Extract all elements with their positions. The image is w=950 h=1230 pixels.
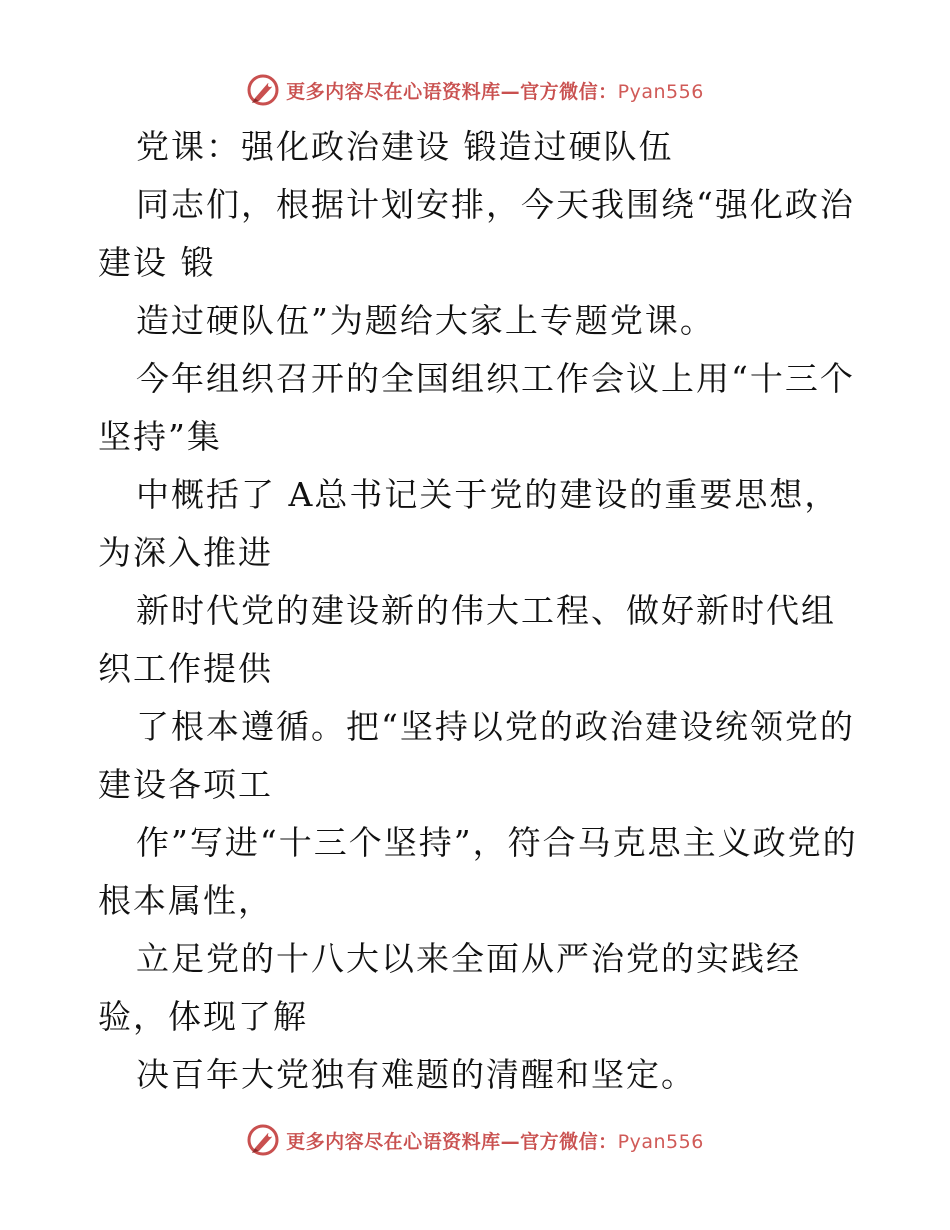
footer-watermark-banner	[0, 1120, 950, 1160]
pen-logo-icon	[246, 1123, 280, 1157]
document-title: 党课：强化政治建设 锻造过硬队伍	[136, 127, 674, 166]
header-banner-wechat-id: Pyan556	[617, 80, 704, 103]
paragraph-8: 立足党的十八大以来全面从严治党的实践经验，体现了解	[98, 939, 801, 1036]
paragraph-2: 造过硬队伍”为题给大家上专题党课。	[136, 301, 715, 340]
footer-banner-wechat-id: Pyan556	[617, 1130, 704, 1153]
paragraph-6: 了根本遵循。把“坚持以党的政治建设统领党的建设各项工	[98, 707, 855, 804]
header-banner-text	[286, 77, 704, 104]
paragraph-7: 作”写进“十三个坚持”，符合马克思主义政党的根本属性，	[98, 823, 858, 920]
footer-banner-text	[286, 1127, 704, 1154]
paragraph-1: 同志们，根据计划安排，今天我围绕“强化政治建设 锻	[98, 185, 855, 282]
paragraph-3: 今年组织召开的全国组织工作会议上用“十三个坚持”集	[98, 359, 855, 456]
pen-logo-icon	[246, 73, 280, 107]
footer-banner-label: 更多内容尽在心语资料库—官方微信：	[286, 1130, 618, 1153]
paragraph-9: 决百年大党独有难题的清醒和坚定。	[136, 1055, 696, 1094]
paragraph-4: 中概括了 A总书记关于党的建设的重要思想，为深入推进	[98, 475, 840, 572]
header-banner-label: 更多内容尽在心语资料库—官方微信：	[286, 80, 618, 103]
paragraph-5: 新时代党的建设新的伟大工程、做好新时代组织工作提供	[98, 591, 836, 688]
header-watermark-banner	[0, 70, 950, 110]
document-body	[98, 118, 858, 1104]
